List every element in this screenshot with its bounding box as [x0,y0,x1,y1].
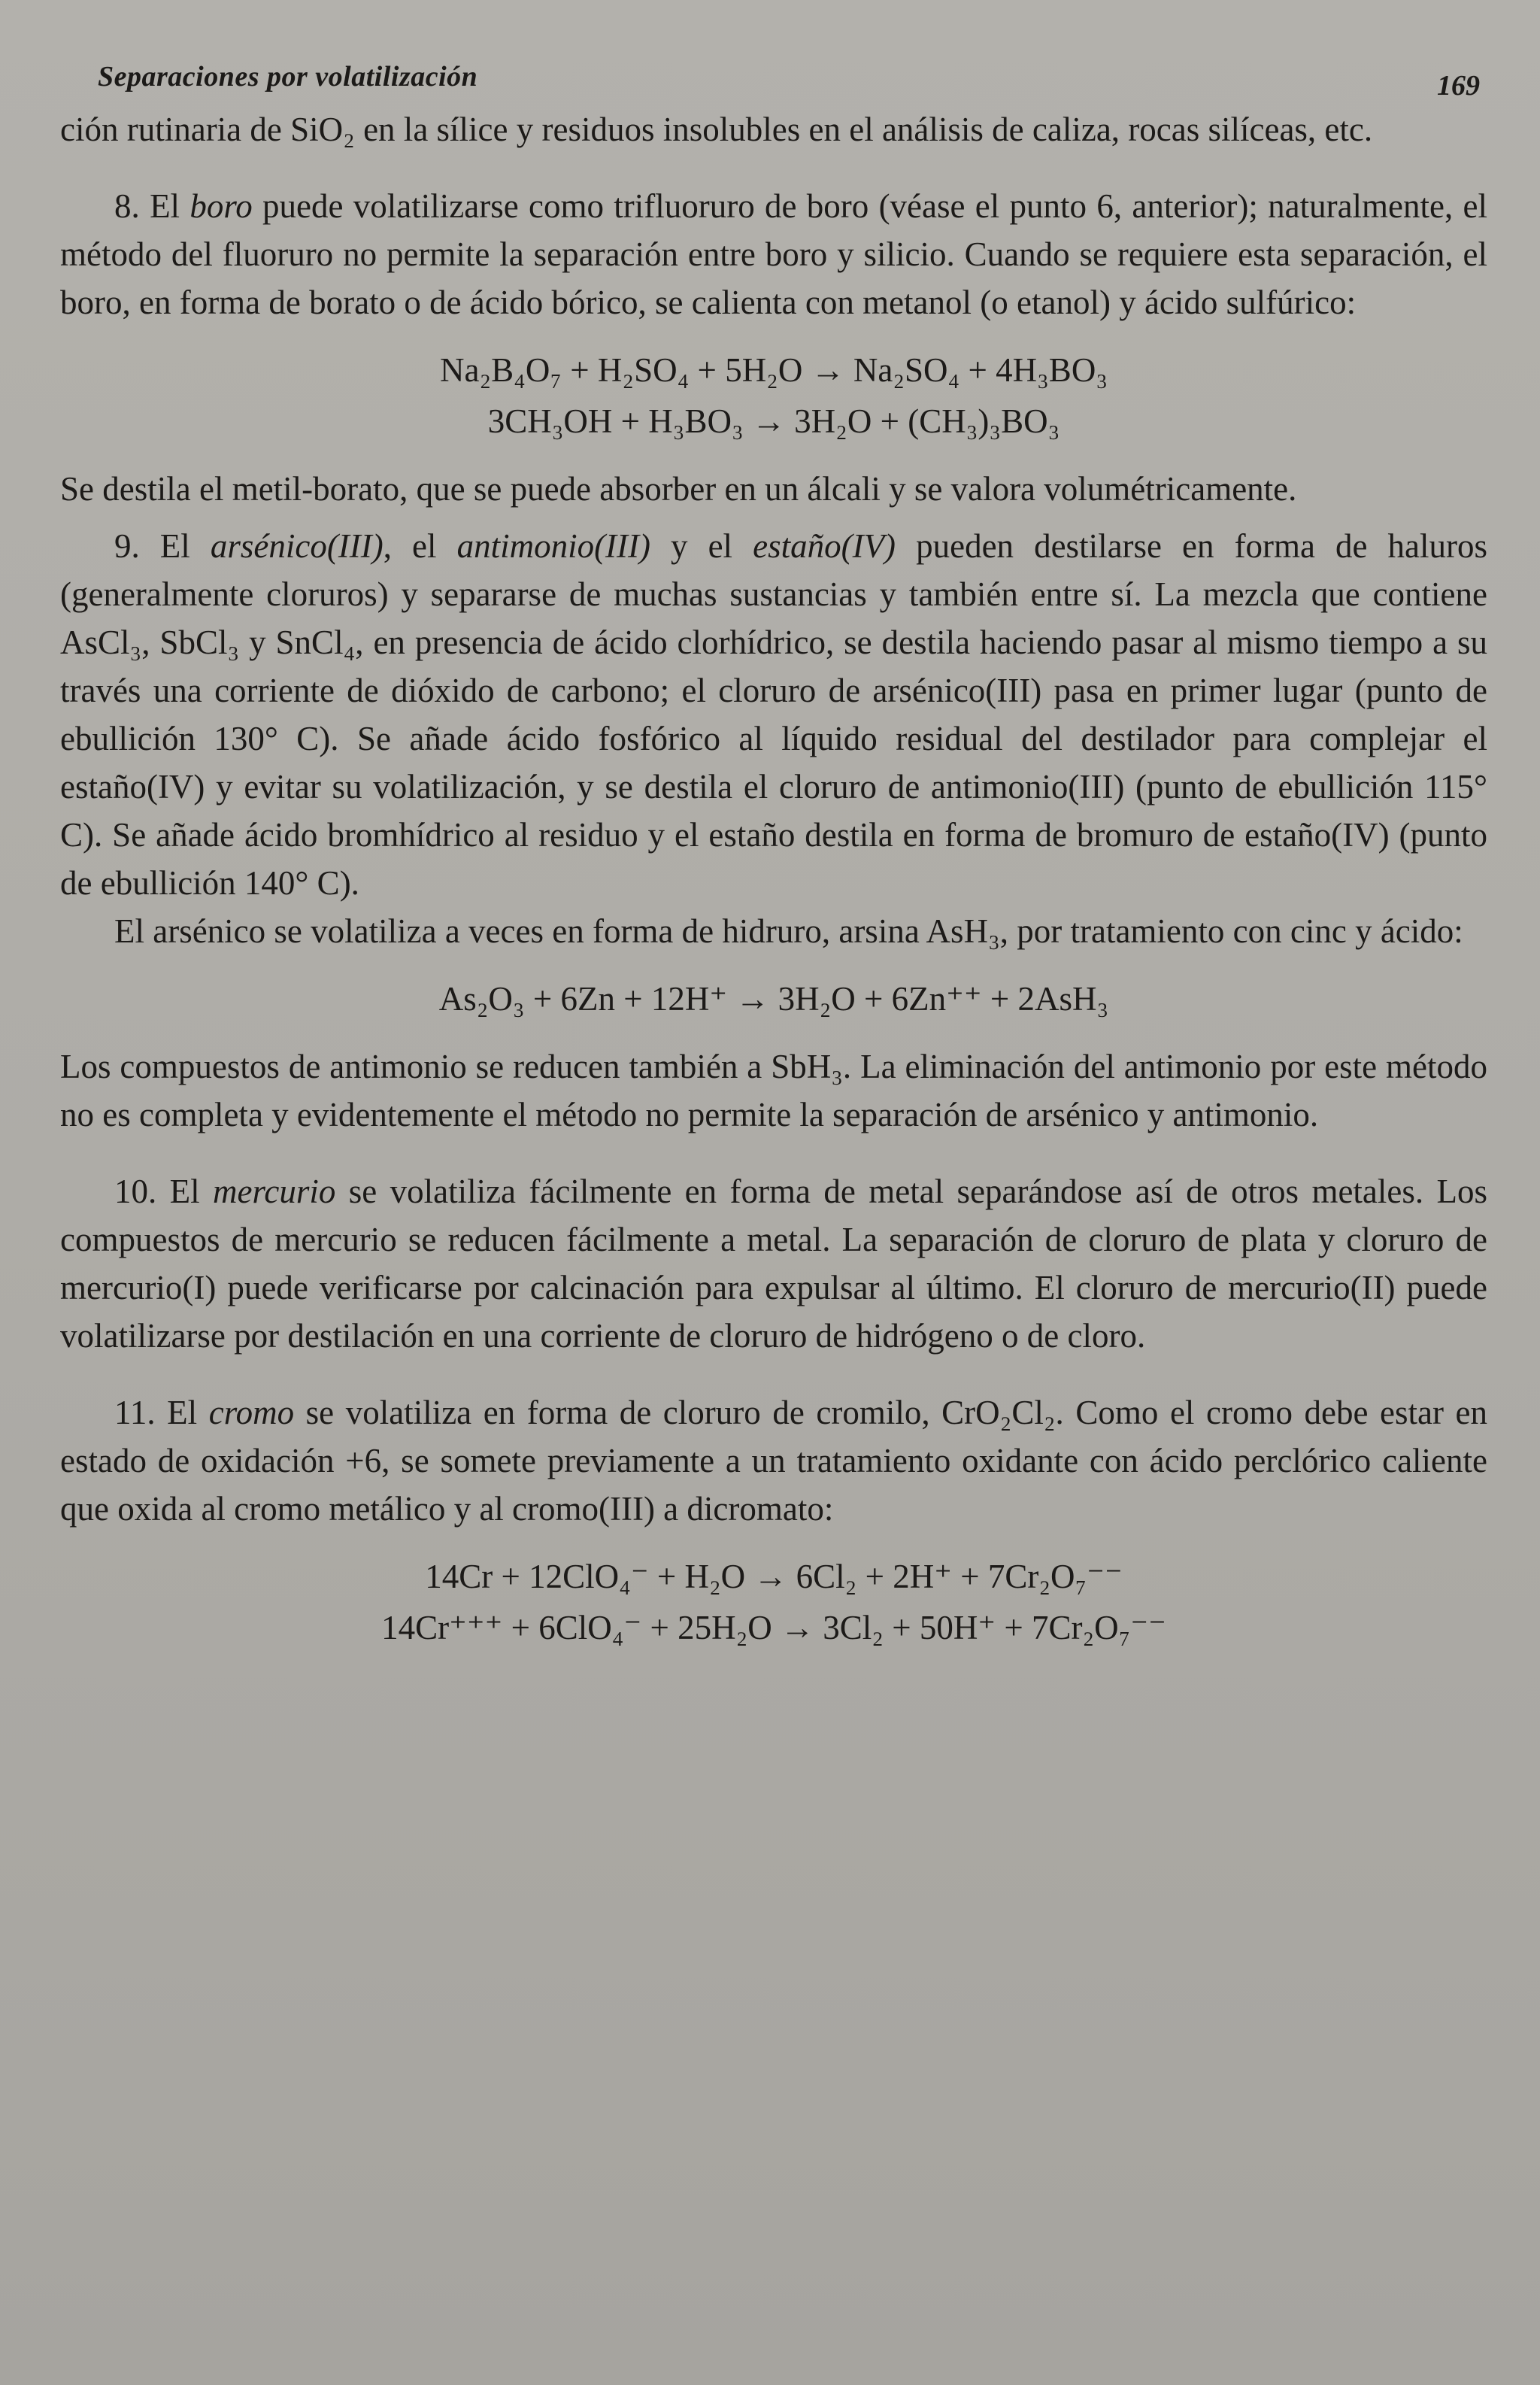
body-text [60,105,1487,1653]
paragraph: Se destila el metil-borato, que se puede absorber en un álcali y se valora volumétricamente. [60,470,1297,508]
page-number: 169 [1437,70,1480,102]
paragraph-section-10: 10. El mercurio se volatiliza fácilmente en forma de metal separándose así de otros metales. Los compuestos de mercurio se reducen fácilmente a metal. La separación de cloruro de plata y cloruro de mercurio(I) puede verificarse por calcinación para expulsar al último. El cloruro de mercurio(II) puede volatilizarse por destilación en una corriente de cloruro de hidrógeno o de cloro. [60,1173,1488,1355]
element-term: cromo [208,1394,295,1431]
element-term: arsénico(III) [210,527,383,565]
section-number: 10. [114,1173,157,1210]
equation: 3CH₃OH + H₃BO₃ → 3H₂O + (CH₃)₃BO₃ [487,402,1060,440]
equation-block-boron [60,344,1487,447]
section-number: 8. [114,187,140,225]
element-term: estaño(IV) [753,527,896,565]
element-term: antimonio(III) [456,527,650,565]
equation: 14Cr⁺⁺⁺ + 6ClO₄⁻ + 25H₂O → 3Cl₂ + 50H⁺ + 7Cr₂O₇⁻⁻ [381,1609,1166,1646]
equation: As₂O₃ + 6Zn + 12H⁺ → 3H₂O + 6Zn⁺⁺ + 2AsH₃ [438,980,1109,1018]
page-header [60,53,1487,105]
paragraph-section-8: 8. El boro puede volatilizarse como trifluoruro de boro (véase el punto 6, anterior); naturalmente, el método del fluoruro no permite la separación entre boro y silicio. Cuando se requiere esta separación, el boro, en forma de borato o de ácido bórico, se calienta con metanol (o etanol) y ácido sulfúrico: [60,187,1488,321]
element-term: mercurio [213,1173,336,1210]
running-head: Separaciones por volatilización [98,61,478,93]
equation: 14Cr + 12ClO₄⁻ + H₂O → 6Cl₂ + 2H⁺ + 7Cr₂O₇⁻⁻ [425,1558,1123,1595]
paragraph-intro: ción rutinaria de SiO₂ en la sílice y residuos insolubles en el análisis de caliza, rocas silíceas, etc. [60,111,1373,148]
paragraph: Los compuestos de antimonio se reducen también a SbH₃. La eliminación del antimonio por este método no es completa y evidentemente el método no permite la separación de arsénico y antimonio. [60,1048,1487,1133]
equation-block-arsine [60,973,1487,1024]
equation-block-chromium [60,1551,1487,1653]
paragraph-section-9: 9. El arsénico(III), el antimonio(III) y el estaño(IV) pueden destilarse en forma de haluros (generalmente cloruros) y separarse de muchas sustancias y también entre sí. La mezcla que contiene AsCl₃, SbCl₃ y SnCl₄, en presencia de ácido clorhídrico, se destila haciendo pasar al mismo tiempo a su través una corriente de dióxido de carbono; el cloruro de arsénico(III) pasa en primer lugar (punto de ebullición 130° C). Se añade ácido fosfórico al líquido residual del destilador para complejar el estaño(IV) y evitar su volatilización, y se destila el cloruro de antimonio(III) (punto de ebullición 115° C). Se añade ácido bromhídrico al residuo y el estaño destila en forma de bromuro de estaño(IV) (punto de ebullición 140° C). [60,527,1488,902]
section-number: 11. [114,1394,156,1431]
element-term: boro [189,187,253,225]
paragraph-section-11: 11. El cromo se volatiliza en forma de cloruro de cromilo, CrO₂Cl₂. Como el cromo debe estar en estado de oxidación +6, se somete previamente a un tratamiento oxidante con ácido perclórico caliente que oxida al cromo metálico y al cromo(III) a dicromato: [60,1394,1488,1528]
equation: Na₂B₄O₇ + H₂SO₄ + 5H₂O → Na₂SO₄ + 4H₃BO₃ [439,351,1108,389]
section-number: 9. [114,527,140,565]
paragraph: El arsénico se volatiliza a veces en forma de hidruro, arsina AsH₃, por tratamiento con cinc y ácido: [114,912,1463,950]
